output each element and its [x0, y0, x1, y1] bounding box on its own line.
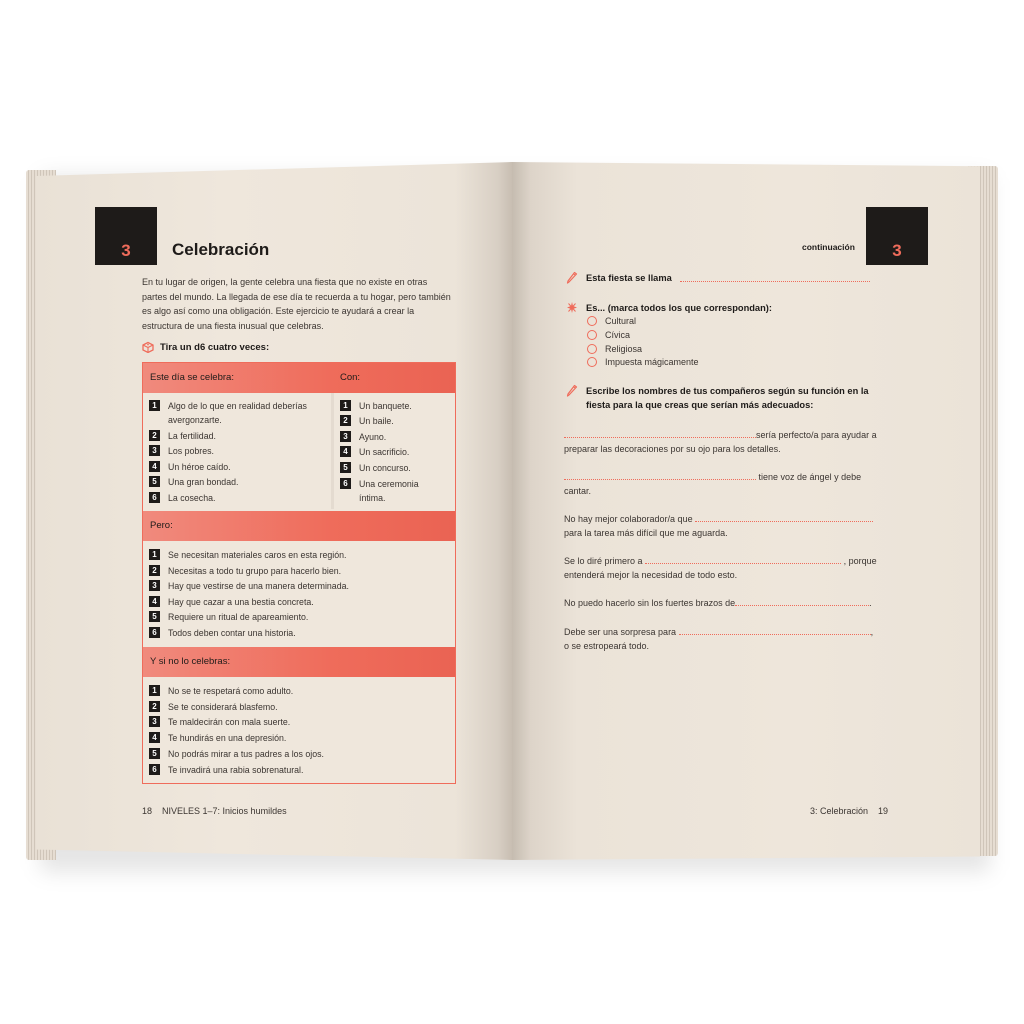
row-number: 3	[149, 580, 160, 591]
row-number: 3	[149, 445, 160, 456]
option-religiosa[interactable]	[587, 344, 642, 354]
radio-circle[interactable]	[587, 344, 597, 354]
answer-line[interactable]	[680, 271, 870, 282]
row-number: 5	[149, 611, 160, 622]
row-number: 4	[149, 596, 160, 607]
prompt-text: tiene voz de ángel y debe	[758, 472, 862, 482]
prompt-decorations	[564, 427, 880, 456]
table-row	[149, 460, 327, 474]
answer-line[interactable]	[564, 427, 756, 438]
option-label: Religiosa	[605, 344, 643, 354]
row-text: Te invadirá una rabia sobrenatural.	[168, 765, 304, 775]
roll-table	[142, 362, 456, 784]
question-companions	[566, 384, 886, 412]
continuation-label: continuación	[802, 242, 855, 252]
row-number: 5	[340, 462, 351, 473]
col2-header: Con:	[340, 372, 361, 383]
row-number: 1	[340, 400, 351, 411]
row-text: Un sacrificio.	[359, 447, 410, 457]
row-number: 6	[340, 478, 351, 489]
row-number: 5	[149, 748, 160, 759]
table-row	[149, 548, 449, 562]
pencil-icon	[566, 271, 578, 284]
column-divider	[331, 393, 334, 509]
table-row	[340, 430, 450, 444]
row-text: Un banquete.	[359, 401, 412, 411]
row-number: 2	[149, 701, 160, 712]
question-text: Es... (marca todos los que correspondan):	[586, 303, 772, 313]
row-text: No podrás mirar a tus padres a los ojos.	[168, 749, 324, 759]
prompt-text-line2: entenderá mejor la necesidad de todo esto.	[564, 570, 738, 580]
table-row	[149, 700, 449, 714]
question-fiesta-name	[566, 271, 870, 285]
row-text: No se te respetará como adulto.	[168, 686, 294, 696]
table-row	[149, 747, 449, 761]
prompt-surprise	[564, 624, 880, 653]
table-row	[149, 626, 449, 640]
row-text: Necesitas a todo tu grupo para hacerlo bien.	[168, 566, 342, 576]
row-number: 6	[149, 764, 160, 775]
intro-paragraph: En tu lugar de origen, la gente celebra una fiesta que no existe en otras partes del mundo. La llegada de ese día te recuerda a tu hogar, pero también es algo así como una obligación. Este ejercicio te ayudará a crear la estructura de una fiesta inusual que celebras.	[142, 277, 451, 331]
row-text: Un héroe caído.	[168, 462, 231, 472]
answer-line[interactable]	[695, 511, 873, 522]
option-civica[interactable]	[587, 330, 630, 340]
row-number: 1	[149, 685, 160, 696]
option-label: Impuesta mágicamente	[605, 357, 699, 367]
table-row	[340, 461, 450, 475]
table-row	[340, 414, 450, 428]
page-title: Celebración	[172, 240, 270, 259]
table-row	[149, 715, 449, 729]
option-label: Cívica	[605, 330, 631, 340]
dice-icon	[142, 341, 154, 353]
prompt-text-line2: para la tarea más difícil que me aguarda.	[564, 528, 728, 538]
left-footer	[142, 806, 287, 816]
row-text: La cosecha.	[168, 493, 216, 503]
prompt-text-line2: preparar las decoraciones por su ojo para los detalles.	[564, 444, 781, 454]
answer-line[interactable]	[645, 553, 841, 564]
row-text: Hay que vestirse de una manera determinada.	[168, 581, 349, 591]
row-number: 1	[149, 400, 160, 411]
prompt-text-after: , porque	[843, 556, 877, 566]
left-page-number: 18	[142, 806, 153, 816]
row-number: 5	[149, 476, 160, 487]
row-text: Una gran bondad.	[168, 477, 239, 487]
prompt-text-after: .	[869, 598, 872, 608]
row-text: Una ceremonia íntima.	[359, 479, 419, 503]
pencil-icon	[566, 384, 578, 397]
row-number: 2	[149, 430, 160, 441]
row-text: Requiere un ritual de apareamiento.	[168, 612, 309, 622]
table-row	[149, 491, 327, 505]
prompt-text-line2: cantar.	[564, 486, 592, 496]
answer-line[interactable]	[564, 469, 756, 480]
row-text: Hay que cazar a una bestia concreta.	[168, 597, 314, 607]
table-row	[149, 595, 449, 609]
radio-circle[interactable]	[587, 316, 597, 326]
answer-line[interactable]	[735, 595, 869, 606]
section3-header: Y si no lo celebras:	[150, 656, 231, 667]
right-page-number: 19	[878, 806, 889, 816]
section-header-consequence	[143, 647, 455, 677]
row-text: Todos deben contar una historia.	[168, 628, 296, 638]
table-row	[149, 399, 327, 427]
table-row	[149, 684, 449, 698]
row-text: Algo de lo que en realidad deberías avergonzarte.	[168, 401, 307, 425]
radio-circle[interactable]	[587, 330, 597, 340]
option-magica[interactable]	[587, 357, 699, 367]
row-number: 4	[340, 446, 351, 457]
row-number: 4	[149, 461, 160, 472]
row-number: 1	[149, 549, 160, 560]
prompt-strong-arms	[564, 595, 880, 610]
table-row	[149, 475, 327, 489]
row-number: 3	[340, 431, 351, 442]
right-running-title: 3: Celebración	[810, 806, 869, 816]
option-label: Cultural	[605, 316, 637, 326]
prompt-text: No puedo hacerlo sin los fuertes brazos de	[564, 598, 736, 608]
table-row	[149, 731, 449, 745]
prompt-collaborator	[564, 511, 880, 540]
row-number: 6	[149, 492, 160, 503]
chapter-number: 3	[121, 241, 131, 260]
table-row	[149, 429, 327, 443]
option-cultural[interactable]	[587, 316, 636, 326]
row-number: 2	[340, 415, 351, 426]
answer-line[interactable]	[679, 624, 871, 635]
row-text: Se necesitan materiales caros en esta región.	[168, 550, 347, 560]
chapter-number-box	[95, 207, 157, 265]
table-row	[340, 477, 420, 505]
row-number: 6	[149, 627, 160, 638]
row-text: Ayuno.	[359, 432, 387, 442]
col1-header: Este día se celebra:	[150, 372, 234, 383]
prompt-text-after: ,	[870, 627, 874, 637]
question-text: Esta fiesta se llama	[586, 273, 672, 283]
row-text: La fertilidad.	[168, 431, 216, 441]
table-row	[149, 763, 449, 777]
prompt-singing	[564, 469, 880, 498]
roll-instruction-text: Tira un d6 cuatro veces:	[160, 341, 270, 353]
table-header-row	[143, 363, 455, 393]
table-row	[149, 610, 449, 624]
question-type	[566, 301, 772, 315]
row-text: Te hundirás en una depresión.	[168, 733, 287, 743]
question-text: Escribe los nombres de tus compañeros según su función en la fiesta para la que creas que serían más adecuados:	[586, 386, 869, 410]
table-row	[340, 445, 450, 459]
section-header-pero	[143, 511, 455, 541]
chapter-number-right: 3	[892, 241, 902, 260]
row-text: Los pobres.	[168, 446, 214, 456]
prompt-text: Debe ser una sorpresa para	[564, 627, 677, 637]
prompt-text: No hay mejor colaborador/a que	[564, 514, 693, 524]
prompt-tell-first	[564, 553, 880, 582]
prompt-text-line2: o se estropeará todo.	[564, 641, 650, 651]
table-row	[149, 579, 449, 593]
roll-instruction	[142, 341, 269, 353]
prompt-text: Se lo diré primero a	[564, 556, 643, 566]
sparkle-icon	[566, 301, 578, 314]
chapter-number-box-right	[866, 207, 928, 265]
table-row	[340, 399, 450, 413]
table-row	[149, 564, 449, 578]
section2-header: Pero:	[150, 520, 173, 531]
row-text: Te maldecirán con mala suerte.	[168, 717, 291, 727]
row-number: 2	[149, 565, 160, 576]
row-number: 4	[149, 732, 160, 743]
row-number: 3	[149, 716, 160, 727]
radio-circle[interactable]	[587, 357, 597, 367]
row-text: Se te considerará blasfemo.	[168, 702, 278, 712]
table-row	[149, 444, 327, 458]
prompt-text: sería perfecto/a para ayudar a	[756, 430, 877, 440]
row-text: Un concurso.	[359, 463, 411, 473]
row-text: Un baile.	[359, 416, 394, 426]
right-footer	[810, 806, 888, 816]
left-running-title: NIVELES 1–7: Inicios humildes	[162, 806, 287, 816]
